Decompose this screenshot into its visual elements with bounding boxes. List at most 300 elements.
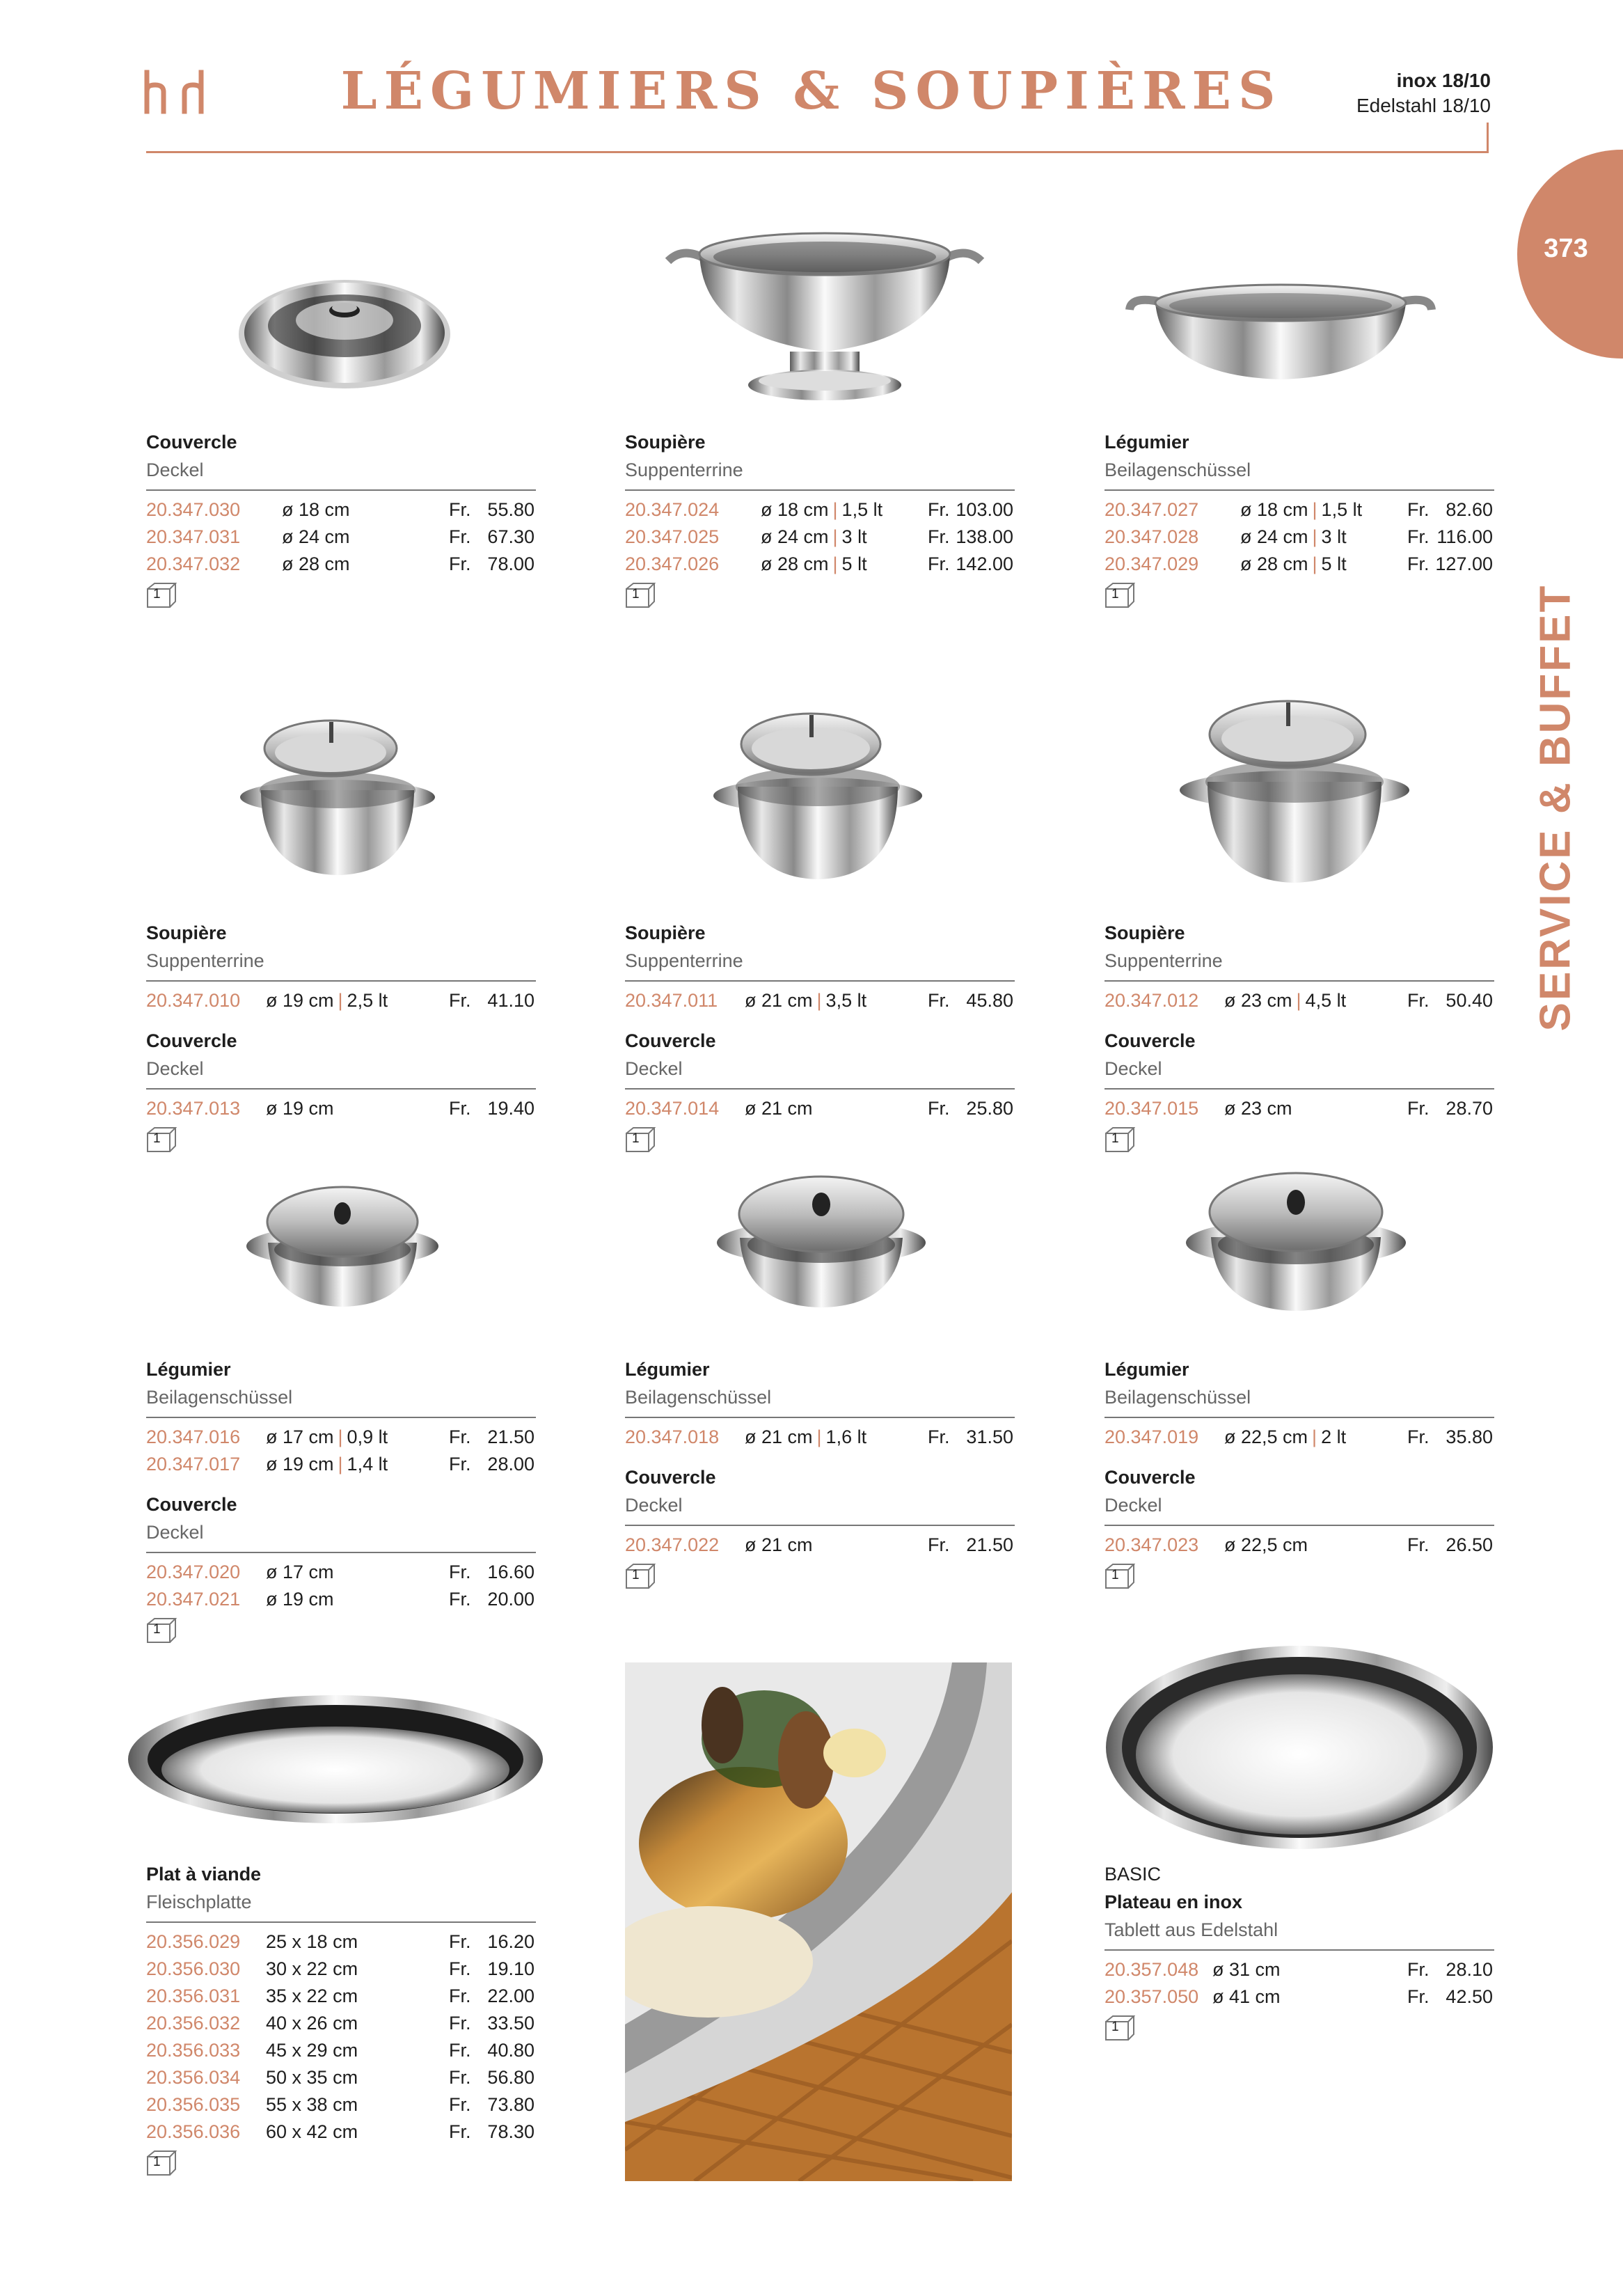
price-list <box>1105 496 1494 578</box>
price: 45.80 <box>966 990 1013 1011</box>
price-row <box>625 551 1015 578</box>
size: ø 22,5 cm <box>1224 1534 1308 1555</box>
capacity: 5 lt <box>1321 553 1347 574</box>
price-row <box>625 1532 1015 1559</box>
product-name: Plat à viande <box>146 1864 262 1885</box>
price-row <box>1105 524 1494 551</box>
package-qty: 1 <box>153 2155 161 2169</box>
article-code: 20.356.034 <box>146 2067 241 2088</box>
size: ø 24 cm <box>761 526 829 547</box>
currency: Fr. <box>928 553 950 574</box>
article-code: 20.347.015 <box>1105 1098 1199 1119</box>
dimension <box>1224 987 1346 1014</box>
price: 28.10 <box>1446 1959 1493 1980</box>
price-row <box>146 1424 536 1451</box>
package-qty: 1 <box>153 1131 161 1146</box>
product-name-de: Suppenterrine <box>1105 950 1223 971</box>
package-qty: 1 <box>632 1131 640 1146</box>
product-name-lid-de: Deckel <box>146 1522 204 1543</box>
price-list <box>146 1095 536 1122</box>
product-block-vegetable-dish-17 <box>146 1355 536 1642</box>
product-name: Couvercle <box>146 432 237 453</box>
product-name-lid: Couvercle <box>1105 1030 1196 1051</box>
dimension <box>745 1532 813 1559</box>
size: ø 24 cm <box>282 526 350 547</box>
price-list <box>1105 1095 1494 1122</box>
dimension <box>745 1095 813 1122</box>
capacity: 2,5 lt <box>347 990 388 1011</box>
divider <box>146 980 536 982</box>
package-qty: 1 <box>632 1568 640 1582</box>
price-row <box>1105 1424 1494 1451</box>
package-icon <box>1105 582 1134 607</box>
package-icon <box>1105 1126 1134 1151</box>
dimension <box>1240 551 1347 578</box>
price-row <box>146 1983 536 2010</box>
price-row <box>625 524 1015 551</box>
price: 22.00 <box>487 1986 535 2006</box>
currency: Fr. <box>928 1534 950 1555</box>
price-list <box>146 1424 536 1478</box>
soup-tureen-23-image <box>1173 686 1416 895</box>
price-row <box>625 496 1015 524</box>
capacity: 1,4 lt <box>347 1454 388 1475</box>
page-title: LÉGUMIERS & SOUPIÈRES <box>340 61 1283 121</box>
price: 103.00 <box>956 499 1013 520</box>
size: ø 18 cm <box>761 499 829 520</box>
product-block-lid <box>146 428 536 607</box>
currency: Fr. <box>1407 1534 1430 1555</box>
brand-label: BASIC <box>1105 1864 1162 1885</box>
dimension <box>266 1095 334 1122</box>
price-row <box>146 524 536 551</box>
price: 82.60 <box>1446 499 1493 520</box>
product-name: Soupière <box>625 432 706 453</box>
price: 35.80 <box>1446 1426 1493 1447</box>
divider <box>625 1417 1015 1418</box>
article-code: 20.347.020 <box>146 1562 241 1582</box>
currency: Fr. <box>1407 1959 1430 1980</box>
currency: Fr. <box>928 990 950 1011</box>
package-icon <box>146 582 175 607</box>
size: ø 28 cm <box>1240 553 1308 574</box>
separator: | <box>338 1426 343 1447</box>
price: 19.40 <box>487 1098 535 1119</box>
price-row <box>1105 987 1494 1014</box>
product-name-lid: Couvercle <box>146 1030 237 1051</box>
price-row <box>146 2064 536 2091</box>
capacity: 3 lt <box>841 526 867 547</box>
product-name: Légumier <box>146 1359 231 1380</box>
price-list <box>625 987 1015 1014</box>
product-name: Soupière <box>1105 922 1185 943</box>
currency: Fr. <box>928 1426 950 1447</box>
article-code: 20.347.028 <box>1105 526 1199 547</box>
article-code: 20.347.024 <box>625 499 720 520</box>
currency: Fr. <box>449 2013 471 2034</box>
price-row <box>1105 1095 1494 1122</box>
dimension <box>266 1956 358 1983</box>
header-rule-tick <box>1487 123 1489 153</box>
separator: | <box>832 526 838 547</box>
product-block-soup-tureen-23 <box>1105 919 1494 1151</box>
size: ø 24 cm <box>1240 526 1308 547</box>
price-row <box>146 1451 536 1478</box>
package-qty: 1 <box>153 1622 161 1637</box>
dimension <box>282 496 350 524</box>
size: ø 41 cm <box>1212 1986 1281 2007</box>
price: 50.40 <box>1446 990 1493 1011</box>
product-block-vegetable-dish <box>1105 428 1494 607</box>
currency: Fr. <box>449 553 471 574</box>
article-code: 20.347.030 <box>146 499 241 520</box>
size: 60 x 42 cm <box>266 2121 358 2142</box>
size: ø 19 cm <box>266 1098 334 1119</box>
divider <box>146 1552 536 1553</box>
divider <box>146 1417 536 1418</box>
package-icon <box>146 1126 175 1151</box>
price-list <box>625 1095 1015 1122</box>
product-name-de: Beilagenschüssel <box>625 1387 772 1408</box>
dimension <box>266 987 388 1014</box>
currency: Fr. <box>449 2040 471 2061</box>
lid-image <box>233 272 456 393</box>
price-list <box>625 496 1015 578</box>
price: 142.00 <box>956 553 1013 574</box>
currency: Fr. <box>449 990 471 1011</box>
divider <box>625 489 1015 491</box>
currency: Fr. <box>449 1931 471 1952</box>
size: ø 21 cm <box>745 990 813 1011</box>
article-code: 20.347.027 <box>1105 499 1199 520</box>
separator: | <box>338 1454 343 1475</box>
meat-platter-image <box>125 1692 546 1827</box>
price-list <box>1105 1424 1494 1451</box>
price-row <box>1105 1983 1494 2011</box>
vegetable-dish-large-image <box>1124 275 1437 393</box>
separator: | <box>1312 553 1317 574</box>
package-icon <box>1105 1563 1134 1588</box>
dimension <box>745 987 866 1014</box>
dimension <box>1240 524 1347 551</box>
currency: Fr. <box>449 2121 471 2142</box>
size: ø 23 cm <box>1224 990 1292 1011</box>
product-name: Soupière <box>146 922 227 943</box>
price-row <box>146 2037 536 2064</box>
price: 56.80 <box>487 2067 535 2088</box>
divider <box>1105 1525 1494 1526</box>
size: ø 21 cm <box>745 1098 813 1119</box>
dimension <box>745 1424 866 1451</box>
separator: | <box>816 990 822 1011</box>
currency: Fr. <box>928 526 950 547</box>
package-qty: 1 <box>1111 1568 1119 1582</box>
currency: Fr. <box>449 1589 471 1610</box>
currency: Fr. <box>449 1562 471 1582</box>
package-icon <box>625 1563 654 1588</box>
capacity: 2 lt <box>1321 1426 1347 1447</box>
package-icon <box>146 1617 175 1642</box>
price-row <box>625 1424 1015 1451</box>
size: ø 23 cm <box>1224 1098 1292 1119</box>
package-icon <box>146 2150 175 2175</box>
package-qty: 1 <box>1111 2020 1119 2034</box>
size: ø 17 cm <box>266 1562 334 1582</box>
currency: Fr. <box>1407 1986 1430 2007</box>
vegetable-dish-22-image <box>1183 1166 1409 1316</box>
price: 40.80 <box>487 2040 535 2061</box>
price: 78.30 <box>487 2121 535 2142</box>
size: ø 22,5 cm <box>1224 1426 1308 1447</box>
size: 55 x 38 cm <box>266 2094 358 2115</box>
dimension <box>1224 1095 1292 1122</box>
product-name-de: Suppenterrine <box>146 950 264 971</box>
article-code: 20.347.025 <box>625 526 720 547</box>
product-block-vegetable-dish-21 <box>625 1355 1015 1588</box>
size: ø 28 cm <box>282 553 350 574</box>
price: 42.50 <box>1446 1986 1493 2007</box>
product-name-lid-de: Deckel <box>625 1058 683 1079</box>
dimension <box>761 496 882 524</box>
price-row <box>146 496 536 524</box>
size: 30 x 22 cm <box>266 1958 358 1979</box>
dimension <box>266 1451 388 1478</box>
product-name: Plateau en inox <box>1105 1892 1243 1912</box>
price-row <box>146 551 536 578</box>
price: 127.00 <box>1435 553 1493 574</box>
currency: Fr. <box>928 499 950 520</box>
price-list <box>146 1928 536 2146</box>
article-code: 20.347.016 <box>146 1426 241 1447</box>
price: 73.80 <box>487 2094 535 2115</box>
price: 28.70 <box>1446 1098 1493 1119</box>
currency: Fr. <box>449 1454 471 1475</box>
size: 35 x 22 cm <box>266 1986 358 2006</box>
price-row <box>146 2091 536 2118</box>
article-code: 20.357.048 <box>1105 1959 1199 1980</box>
price-row <box>146 2118 536 2146</box>
price: 28.00 <box>487 1454 535 1475</box>
size: ø 19 cm <box>266 990 334 1011</box>
dimension <box>266 2118 358 2146</box>
price-row <box>1105 1956 1494 1983</box>
size: 45 x 29 cm <box>266 2040 358 2061</box>
material-label <box>1356 68 1491 118</box>
capacity: 4,5 lt <box>1305 990 1347 1011</box>
price: 31.50 <box>966 1426 1013 1447</box>
product-block-meat-platter <box>146 1860 536 2175</box>
article-code: 20.347.017 <box>146 1454 241 1475</box>
soup-tureen-large-image <box>661 226 988 407</box>
size: ø 18 cm <box>1240 499 1308 520</box>
separator: | <box>338 990 343 1011</box>
product-name-de: Beilagenschüssel <box>146 1387 293 1408</box>
price-row <box>146 1095 536 1122</box>
divider <box>1105 980 1494 982</box>
article-code: 20.356.032 <box>146 2013 241 2034</box>
package-qty: 1 <box>1111 1131 1119 1146</box>
product-name-lid-de: Deckel <box>146 1058 204 1079</box>
price-row <box>146 2010 536 2037</box>
price-list <box>146 1559 536 1613</box>
article-code: 20.347.013 <box>146 1098 241 1119</box>
article-code: 20.356.033 <box>146 2040 241 2061</box>
soup-tureen-19-image <box>233 707 442 888</box>
price-row <box>146 987 536 1014</box>
separator: | <box>1312 499 1317 520</box>
section-side-label <box>1524 583 1587 1032</box>
price: 55.80 <box>487 499 535 520</box>
price: 20.00 <box>487 1589 535 1610</box>
capacity: 1,5 lt <box>841 499 883 520</box>
price: 26.50 <box>1446 1534 1493 1555</box>
dimension <box>266 2037 358 2064</box>
article-code: 20.347.018 <box>625 1426 720 1447</box>
size: 40 x 26 cm <box>266 2013 358 2034</box>
article-code: 20.347.022 <box>625 1534 720 1555</box>
price-list <box>625 1532 1015 1559</box>
price-row <box>146 1956 536 1983</box>
product-block-soup-tureen <box>625 428 1015 607</box>
dimension <box>1240 496 1362 524</box>
package-qty: 1 <box>632 587 640 601</box>
size: ø 21 cm <box>745 1534 813 1555</box>
article-code: 20.347.023 <box>1105 1534 1199 1555</box>
currency: Fr. <box>449 2067 471 2088</box>
separator: | <box>832 499 838 520</box>
currency: Fr. <box>449 526 471 547</box>
price-list <box>1105 1956 1494 2011</box>
currency: Fr. <box>1407 499 1430 520</box>
currency: Fr. <box>449 1986 471 2006</box>
product-name-de: Beilagenschüssel <box>1105 1387 1251 1408</box>
size: 50 x 35 cm <box>266 2067 358 2088</box>
article-code: 20.356.035 <box>146 2094 241 2115</box>
price-list <box>1105 1532 1494 1559</box>
separator: | <box>1312 1426 1317 1447</box>
article-code: 20.347.014 <box>625 1098 720 1119</box>
product-block-soup-tureen-21 <box>625 919 1015 1151</box>
product-block-vegetable-dish-22 <box>1105 1355 1494 1588</box>
article-code: 20.357.050 <box>1105 1986 1199 2007</box>
product-name-de: Deckel <box>146 459 204 480</box>
package-qty: 1 <box>1111 587 1119 601</box>
price: 116.00 <box>1436 526 1493 547</box>
price: 16.20 <box>487 1931 535 1952</box>
article-code: 20.347.029 <box>1105 553 1199 574</box>
vegetable-dish-17-image <box>244 1180 442 1312</box>
price-row <box>146 1586 536 1613</box>
dimension <box>266 1424 388 1451</box>
dimension <box>266 1983 358 2010</box>
dimension <box>1224 1532 1308 1559</box>
package-qty: 1 <box>153 587 161 601</box>
price-row <box>146 1928 536 1956</box>
product-name-lid: Couvercle <box>625 1467 716 1488</box>
price: 25.80 <box>966 1098 1013 1119</box>
price-row <box>1105 496 1494 524</box>
currency: Fr. <box>449 2094 471 2115</box>
currency: Fr. <box>928 1098 950 1119</box>
currency: Fr. <box>449 1098 471 1119</box>
article-code: 20.347.019 <box>1105 1426 1199 1447</box>
article-code: 20.356.029 <box>146 1931 241 1952</box>
price-list <box>146 496 536 578</box>
section-side-label-text: SERVICE & BUFFET <box>1531 583 1580 1032</box>
currency: Fr. <box>1407 553 1430 574</box>
price: 21.50 <box>966 1534 1013 1555</box>
divider <box>146 489 536 491</box>
article-code: 20.347.010 <box>146 990 241 1011</box>
package-icon <box>625 1126 654 1151</box>
article-code: 20.347.026 <box>625 553 720 574</box>
product-name: Légumier <box>625 1359 710 1380</box>
dimension <box>266 2064 358 2091</box>
product-name-de: Suppenterrine <box>625 459 743 480</box>
price-list <box>625 1424 1015 1451</box>
article-code: 20.347.012 <box>1105 990 1199 1011</box>
package-icon <box>625 582 654 607</box>
dimension <box>761 551 867 578</box>
size: ø 17 cm <box>266 1426 334 1447</box>
separator: | <box>816 1426 822 1447</box>
product-name-lid: Couvercle <box>146 1494 237 1515</box>
dimension <box>1212 1983 1281 2011</box>
package-icon <box>1105 2015 1134 2040</box>
price: 78.00 <box>487 553 535 574</box>
separator: | <box>1312 526 1317 547</box>
product-name: Soupière <box>625 922 706 943</box>
size: ø 19 cm <box>266 1454 334 1475</box>
currency: Fr. <box>1407 526 1430 547</box>
product-name-de: Beilagenschüssel <box>1105 459 1251 480</box>
dimension <box>1224 1424 1346 1451</box>
dimension <box>266 1928 358 1956</box>
divider <box>1105 489 1494 491</box>
capacity: 3,5 lt <box>825 990 867 1011</box>
separator: | <box>832 553 838 574</box>
size: ø 21 cm <box>745 1426 813 1447</box>
header-rule <box>146 151 1488 153</box>
article-code: 20.356.030 <box>146 1958 241 1979</box>
currency: Fr. <box>449 499 471 520</box>
currency: Fr. <box>1407 990 1430 1011</box>
product-name-lid-de: Deckel <box>625 1495 683 1516</box>
capacity: 1,5 lt <box>1321 499 1363 520</box>
size: ø 19 cm <box>266 1589 334 1610</box>
price-row <box>146 1559 536 1586</box>
vegetable-dish-21-image <box>713 1170 929 1312</box>
capacity: 3 lt <box>1321 526 1347 547</box>
product-block-tray <box>1105 1860 1494 2040</box>
price: 16.60 <box>487 1562 535 1582</box>
round-tray-image <box>1103 1643 1496 1852</box>
dimension <box>266 1586 334 1613</box>
page-number: 373 <box>1544 234 1588 263</box>
separator: | <box>1296 990 1301 1011</box>
size: ø 31 cm <box>1212 1959 1281 1980</box>
product-name: Légumier <box>1105 432 1189 453</box>
product-name-de: Suppenterrine <box>625 950 743 971</box>
article-code: 20.347.032 <box>146 553 241 574</box>
article-code: 20.356.031 <box>146 1986 241 2006</box>
product-name-lid: Couvercle <box>1105 1467 1196 1488</box>
price: 33.50 <box>487 2013 535 2034</box>
capacity: 0,9 lt <box>347 1426 388 1447</box>
size: ø 18 cm <box>282 499 350 520</box>
material-fr: inox 18/10 <box>1396 70 1491 91</box>
product-name-de: Tablett aus Edelstahl <box>1105 1919 1278 1940</box>
